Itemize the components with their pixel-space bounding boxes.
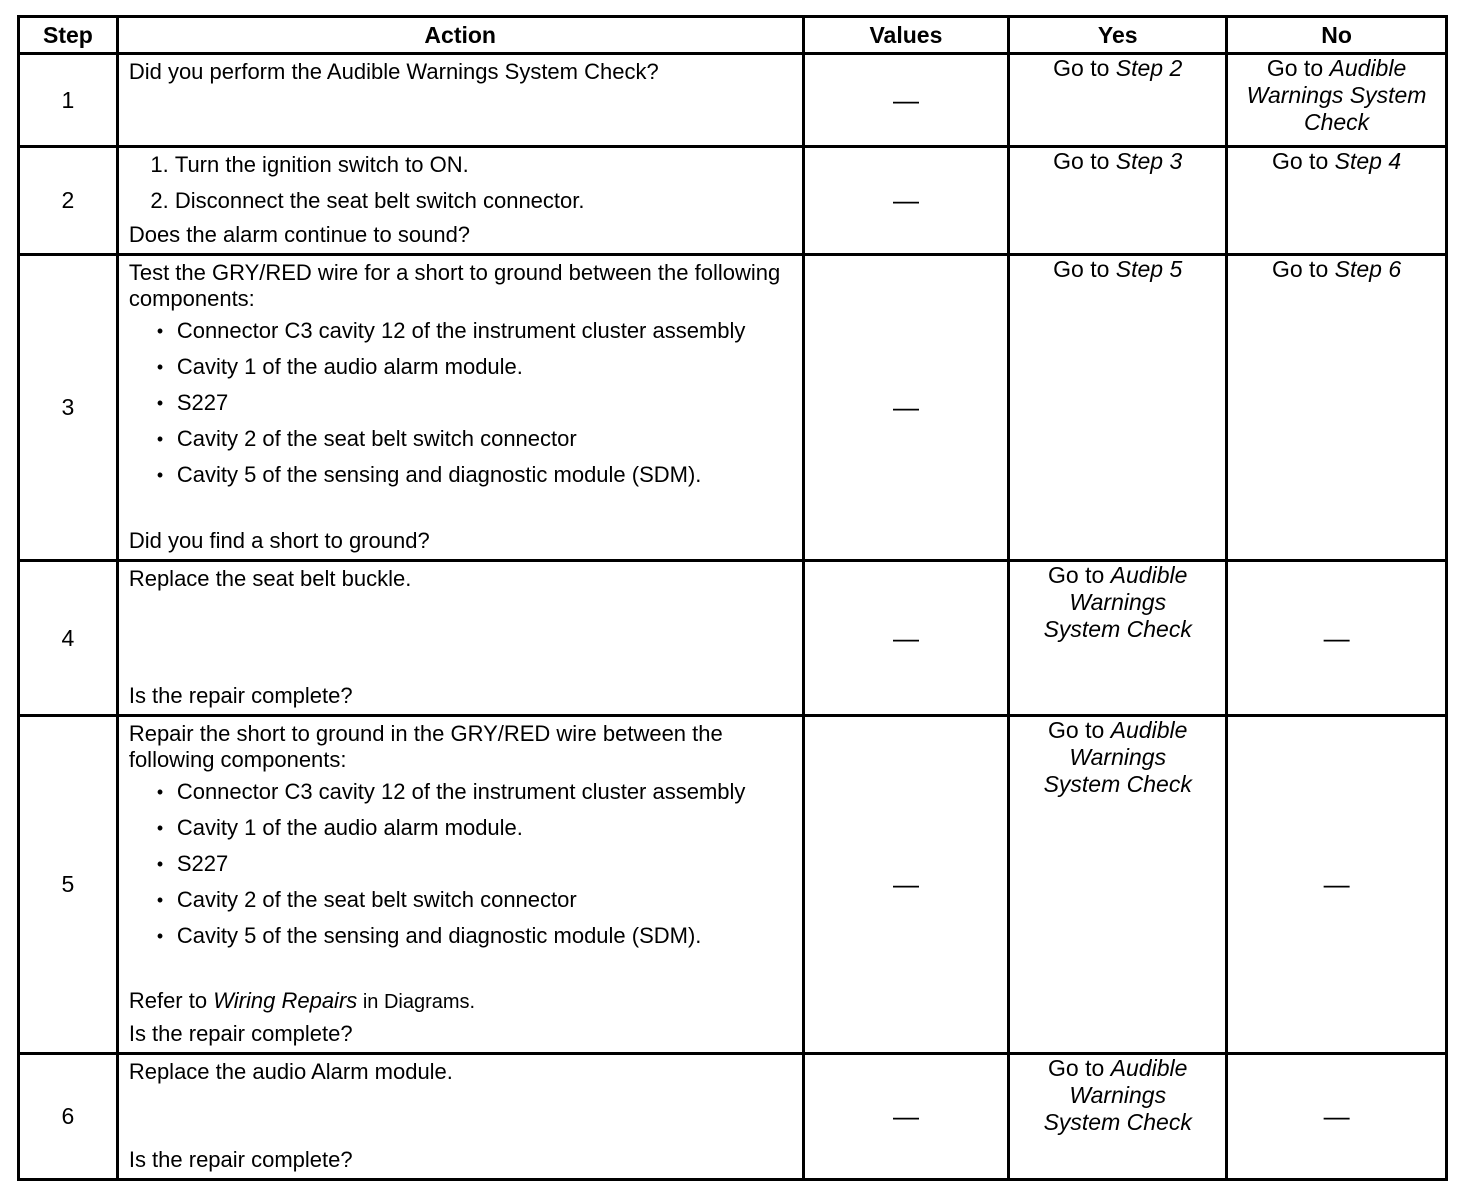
refer-suffix: in Diagrams. (357, 991, 476, 1013)
header-action: Action (117, 17, 803, 54)
yes-link[interactable]: Step 2 (1115, 55, 1183, 81)
yes-prefix: Go to (1053, 148, 1116, 174)
refer-link[interactable]: Wiring Repairs (213, 988, 358, 1013)
action-cell (117, 716, 803, 1054)
action-text: Repair the short to ground in the GRY/RED wire between the following components: (128, 721, 723, 772)
header-no: No (1227, 17, 1447, 54)
bullet-item: • Connector C3 cavity 12 of the instrument cluster assembly (157, 779, 792, 805)
table-row (19, 147, 1447, 255)
table-row (19, 54, 1447, 147)
no-cell (1227, 255, 1447, 561)
no-cell (1227, 147, 1447, 255)
table-row (19, 561, 1447, 716)
no-cell: — (1227, 561, 1447, 716)
action-text: Replace the seat belt buckle. (128, 566, 412, 591)
no-cell: — (1227, 1054, 1447, 1180)
bullet-item: • Cavity 5 of the sensing and diagnostic module (SDM). (157, 462, 792, 488)
values-cell: — (803, 54, 1009, 147)
bullet-item: • Connector C3 cavity 12 of the instrument cluster assembly (157, 318, 792, 344)
yes-prefix: Go to (1053, 55, 1116, 81)
step-number: 2 (19, 147, 118, 255)
numbered-step: 2. Disconnect the seat belt switch connector. (175, 188, 792, 214)
yes-cell (1009, 1054, 1227, 1180)
yes-prefix: Go to (1053, 256, 1116, 282)
action-cell (117, 54, 803, 147)
action-question: Does the alarm continue to sound? (128, 222, 471, 247)
bullet-item: • Cavity 1 of the audio alarm module. (157, 815, 792, 841)
values-cell: — (803, 1054, 1009, 1180)
no-cell: — (1227, 716, 1447, 1054)
action-cell (117, 147, 803, 255)
no-link[interactable]: Step 4 (1334, 148, 1402, 174)
values-cell: — (803, 716, 1009, 1054)
header-row (19, 17, 1447, 54)
step-number: 6 (19, 1054, 118, 1180)
header-values: Values (803, 17, 1009, 54)
no-cell (1227, 54, 1447, 147)
no-prefix: Go to (1266, 55, 1330, 81)
bullet-item: • Cavity 2 of the seat belt switch connector (157, 426, 792, 452)
action-text: Test the GRY/RED wire for a short to ground between the following components: (128, 260, 781, 311)
yes-link[interactable]: Step 3 (1115, 148, 1183, 174)
yes-link[interactable]: Step 5 (1115, 256, 1183, 282)
no-link[interactable]: Step 6 (1334, 256, 1402, 282)
action-cell (117, 255, 803, 561)
action-question: Is the repair complete? (128, 1021, 353, 1046)
step-number: 5 (19, 716, 118, 1054)
yes-cell (1009, 147, 1227, 255)
yes-prefix: Go to (1048, 1055, 1111, 1081)
values-cell: — (803, 147, 1009, 255)
yes-prefix: Go to (1048, 717, 1111, 743)
bullet-item: • S227 (157, 390, 792, 416)
yes-prefix: Go to (1048, 562, 1111, 588)
header-step: Step (19, 17, 118, 54)
bullet-item: • Cavity 1 of the audio alarm module. (157, 354, 792, 380)
action-text: Replace the audio Alarm module. (128, 1059, 453, 1084)
refer-prefix: Refer to (128, 988, 214, 1013)
action-cell (117, 561, 803, 716)
values-cell: — (803, 255, 1009, 561)
step-number: 1 (19, 54, 118, 147)
yes-link[interactable]: Audible Warnings System Check (1043, 717, 1192, 797)
diagnostic-table (17, 15, 1448, 1181)
yes-link[interactable]: Audible Warnings System Check (1043, 562, 1192, 642)
step-number: 3 (19, 255, 118, 561)
action-question: Did you find a short to ground? (128, 528, 430, 553)
numbered-step: 1. Turn the ignition switch to ON. (175, 152, 792, 178)
no-prefix: Go to (1271, 256, 1335, 282)
action-question: Is the repair complete? (128, 1147, 353, 1172)
yes-cell (1009, 561, 1227, 716)
step-number: 4 (19, 561, 118, 716)
action-text: Did you perform the Audible Warnings System Check? (128, 59, 659, 84)
action-cell (117, 1054, 803, 1180)
header-yes: Yes (1009, 17, 1227, 54)
table-row (19, 716, 1447, 1054)
bullet-item: • S227 (157, 851, 792, 877)
action-question: Is the repair complete? (128, 683, 353, 708)
bullet-item: • Cavity 5 of the sensing and diagnostic module (SDM). (157, 923, 792, 949)
bullet-item: • Cavity 2 of the seat belt switch connector (157, 887, 792, 913)
table-row (19, 255, 1447, 561)
no-prefix: Go to (1271, 148, 1335, 174)
yes-cell (1009, 255, 1227, 561)
values-cell: — (803, 561, 1009, 716)
no-link[interactable]: Audible Warnings System Check (1246, 55, 1427, 135)
yes-link[interactable]: Audible Warnings System Check (1043, 1055, 1192, 1135)
yes-cell (1009, 54, 1227, 147)
table-row (19, 1054, 1447, 1180)
refer-line (129, 988, 792, 1015)
yes-cell (1009, 716, 1227, 1054)
